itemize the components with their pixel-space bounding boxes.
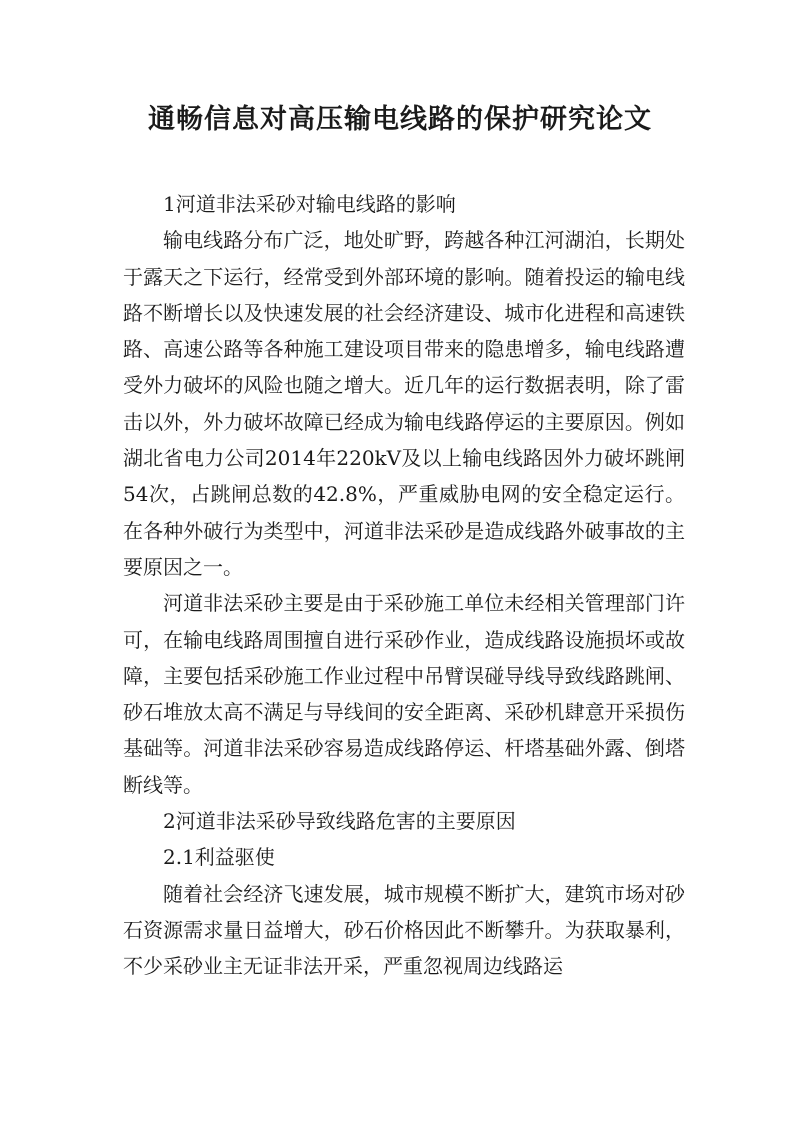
- section-2-1-paragraph-1: 随着社会经济飞速发展，城市规模不断扩大，建筑市场对砂石资源需求量日益增大，砂石价格因此不断攀升。为获取暴利，不少采砂业主无证非法开采，严重忽视周边线路运: [123, 881, 685, 979]
- document-body: [123, 186, 685, 985]
- section-2-heading: 2河道非法采砂导致线路危害的主要原因: [163, 809, 516, 834]
- section-1-paragraph-2: 河道非法采砂主要是由于采砂施工单位未经相关管理部门许可，在输电线路周围擅自进行采砂作业，造成线路设施损坏或故障，主要包括采砂施工作业过程中吊臂误碰导线导致线路跳闸、砂石堆放太高不满足与导线间的安全距离、采砂机肆意开采损伤基础等。河道非法采砂容易造成线路停运、杆塔基础外露、倒塔断线等。: [123, 591, 685, 797]
- section-1-heading: 1河道非法采砂对输电线路的影响: [163, 192, 456, 216]
- document-title: 通畅信息对高压输电线路的保护研究论文: [148, 104, 652, 135]
- section-2-1-heading: 2.1利益驱使: [163, 845, 275, 870]
- section-1-paragraph-1: 输电线路分布广泛，地处旷野，跨越各种江河湖泊，长期处于露天之下运行，经常受到外部环境的影响。随着投运的输电线路不断增长以及快速发展的社会经济建设、城市化进程和高速铁路、高速公路等各种施工建设项目带来的隐患增多，输电线路遭受外力破坏的风险也随之增大。近几年的运行数据表明，除了雷击以外，外力破坏故障已经成为输电线路停运的主要原因。例如湖北省电力公司2014年220kV及以上输电线路因外力破坏跳闸54次，占跳闸总数的42.8%，严重威胁电网的安全稳定运行。在各种外破行为类型中，河道非法采砂是造成线路外破事故的主要原因之一。: [123, 228, 685, 579]
